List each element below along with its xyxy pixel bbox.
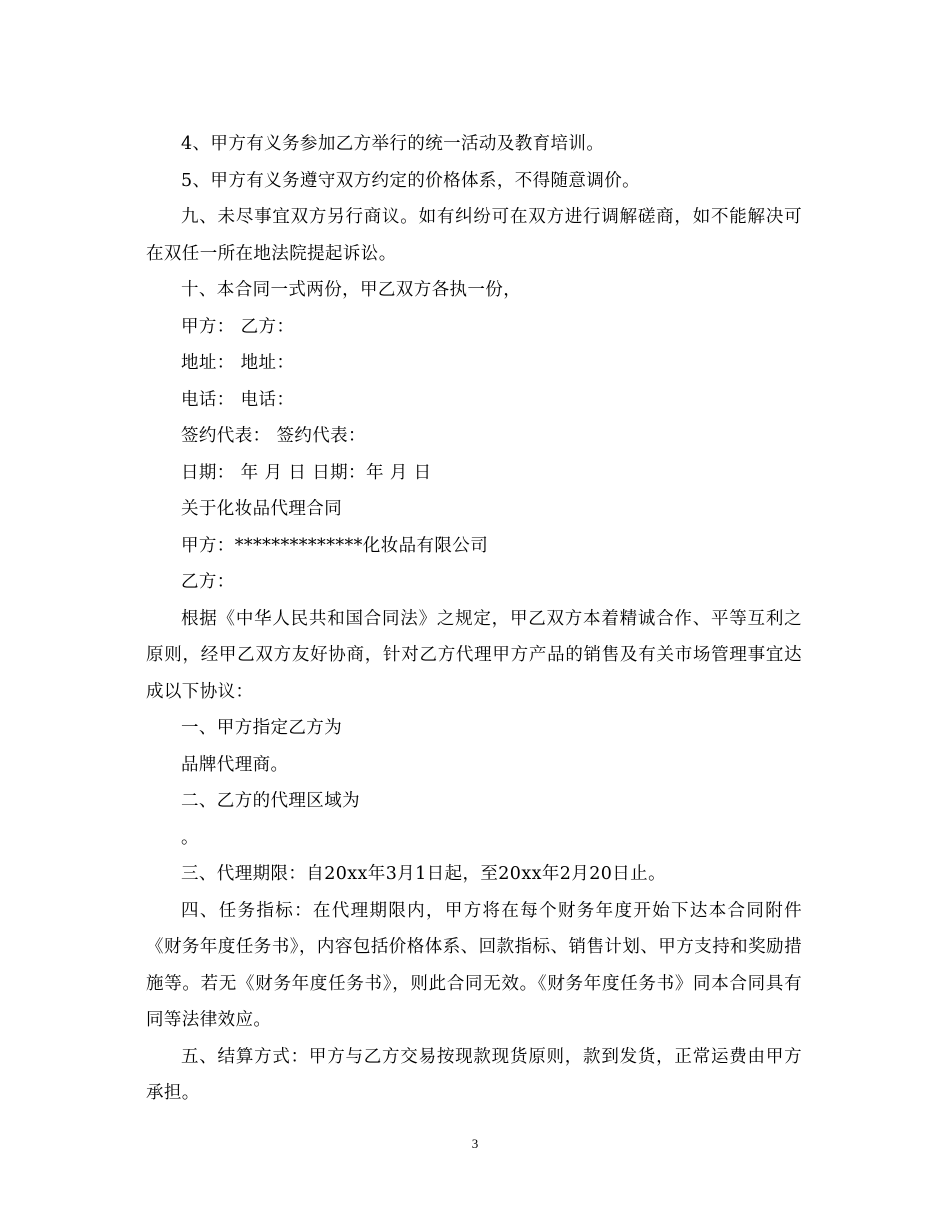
- article-2-territory-end: 。: [181, 827, 199, 848]
- article-2-territory: 二、乙方的代理区域为: [181, 791, 360, 811]
- signature-parties-line: 甲方： 乙方：: [181, 316, 295, 337]
- party-b-line: 乙方：: [181, 572, 235, 592]
- clause-4-obligation-training: 4、甲方有义务参加乙方举行的统一活动及教育培训。: [181, 134, 605, 154]
- article-3-term: 三、代理期限：自20xx年3月1日起，至20xx年2月20日止。: [181, 864, 666, 884]
- signature-address-line: 地址： 地址：: [181, 353, 295, 373]
- contract-preamble: 根据《中华人民共和国合同法》之规定，甲乙双方本着精诚合作、平等互利之原则，经甲乙双方友好协商，针对乙方代理甲方产品的销售及有关市场管理事宜达成以下协议：: [146, 608, 802, 702]
- party-a-line: 甲方：**************化妆品有限公司: [181, 535, 489, 556]
- article-1-brand-agent: 品牌代理商。: [181, 754, 289, 775]
- document-body: [146, 126, 802, 1112]
- clause-9-disputes: 九、未尽事宜双方另行商议。如有纠纷可在双方进行调解磋商，如不能解决可在双任一所在地法院提起诉讼。: [146, 207, 802, 264]
- signature-date-line: 日期： 年 月 日 日期：年 月 日: [181, 462, 432, 483]
- article-4-targets: 四、任务指标：在代理期限内，甲方将在每个财务年度开始下达本合同附件《财务年度任务书》，内容包括价格体系、回款指标、销售计划、甲方支持和奖励措施等。若无《财务年度任务书》，则此合同无效。《财务年度任务书》同本合同具有同等法律效应。: [146, 900, 802, 1030]
- article-5-settlement: 五、结算方式：甲方与乙方交易按现款现货原则，款到发货，正常运费由甲方承担。: [146, 1046, 802, 1103]
- signature-phone-line: 电话： 电话：: [181, 389, 295, 410]
- clause-5-obligation-pricing: 5、甲方有义务遵守双方约定的价格体系，不得随意调价。: [181, 170, 641, 191]
- article-1-appointment: 一、甲方指定乙方为: [181, 718, 343, 738]
- clause-10-copies: 十、本合同一式两份，甲乙双方各执一份，: [181, 280, 522, 300]
- signature-representative-line: 签约代表： 签约代表：: [181, 426, 366, 446]
- contract-title: 关于化妆品代理合同: [181, 499, 343, 519]
- page-number: 3: [471, 1136, 479, 1151]
